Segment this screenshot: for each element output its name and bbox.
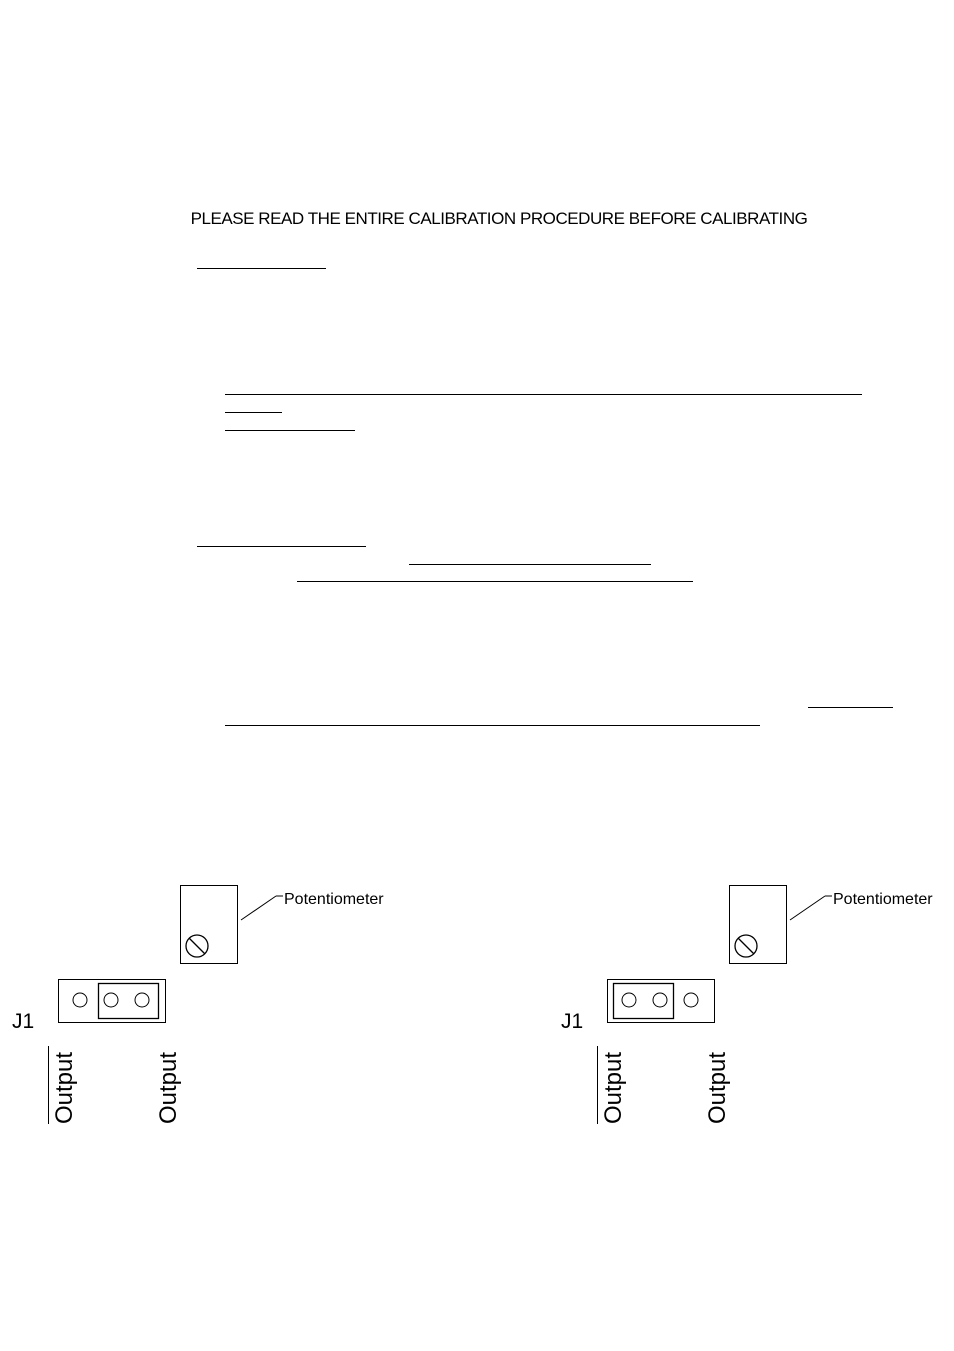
underline-rule [409,564,651,565]
header-pin [684,993,698,1007]
underline-rule [297,581,693,582]
potentiometer-screw-icon [735,935,757,957]
jumper-diagram-left [0,870,400,1140]
potentiometer-body [181,886,238,964]
header-pin [73,993,87,1007]
underline-rule [197,268,326,269]
output-label: Output [600,1051,627,1124]
underline-rule [808,707,893,708]
header-pin [104,993,118,1007]
jumper-shunt [99,984,159,1019]
jumper-header [608,980,715,1023]
output-label: Output [51,1051,78,1124]
jumper-label: J1 [12,1010,35,1033]
page-heading: PLEASE READ THE ENTIRE CALIBRATION PROCEDURE BEFORE CALIBRATING [190,209,808,228]
underline-rule [225,394,862,395]
potentiometer-screw-icon [186,935,208,957]
output-label: Output [155,1051,182,1124]
potentiometer-leader-line [241,896,276,920]
potentiometer-label: Potentiometer [833,891,933,908]
underline-rule [197,546,366,547]
potentiometer-leader-line [790,896,825,920]
underline-rule [225,725,760,726]
potentiometer-label: Potentiometer [284,891,384,908]
header-pin [135,993,149,1007]
underline-rule [225,430,355,431]
jumper-label: J1 [561,1010,584,1033]
header-pin [653,993,667,1007]
header-pin [622,993,636,1007]
underline-rule [225,412,282,413]
output-label: Output [704,1051,731,1124]
potentiometer-body [730,886,787,964]
jumper-header [59,980,166,1023]
jumper-diagram-right [549,870,949,1140]
